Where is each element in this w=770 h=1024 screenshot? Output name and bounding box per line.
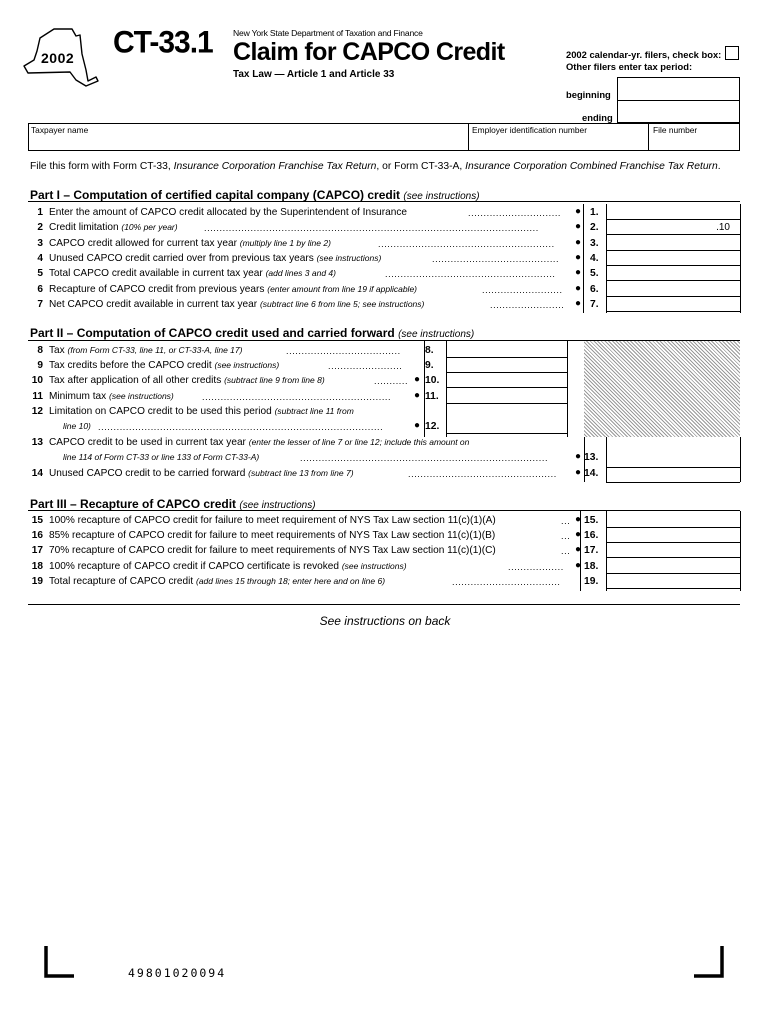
- line-text: Enter the amount of CAPCO credit allocated by the Superintendent of Insurance: [49, 207, 407, 218]
- line-box-number: 4.: [590, 253, 599, 264]
- line-number: 16: [31, 530, 43, 541]
- line-text: Limitation on CAPCO credit to be used this period: [49, 406, 272, 417]
- line-6-amount-field[interactable]: [606, 281, 740, 296]
- line-number: 8: [37, 345, 43, 356]
- line-note: line 114 of Form CT-33 or line 133 of Form CT-33-A): [63, 452, 260, 462]
- taxpayer-name-label: Taxpayer name: [31, 125, 89, 135]
- line-18-amount-field[interactable]: [606, 558, 740, 573]
- column-border: [606, 511, 607, 591]
- bullet-icon: ●: [414, 374, 421, 385]
- line-note: line 10): [63, 421, 91, 431]
- form-year: 2002: [41, 50, 75, 66]
- leader-dots: ............................................................................................................: [204, 223, 539, 233]
- line-box-number: 9.: [425, 360, 434, 371]
- line-box-number: 2.: [590, 222, 599, 233]
- column-border: [740, 437, 741, 482]
- bullet-icon: ●: [575, 529, 582, 540]
- bullet-icon: ●: [575, 544, 582, 555]
- leader-dots: ...: [561, 531, 571, 541]
- column-border: [606, 204, 607, 313]
- line-note: (10% per year): [121, 222, 178, 232]
- line-number: 11: [32, 391, 43, 402]
- line-7-amount-field[interactable]: [606, 296, 740, 311]
- line-8: [29, 345, 242, 356]
- end-rule: [28, 604, 740, 605]
- column-border: [740, 204, 741, 313]
- line-box-number: 18.: [584, 561, 599, 572]
- line-number: 19: [31, 576, 43, 587]
- leader-dots: ........................: [490, 300, 565, 310]
- line-text: Recapture of CAPCO credit from previous years: [49, 284, 265, 295]
- leader-dots: ..................: [508, 562, 564, 572]
- line-note: (from Form CT-33, line 11, or CT-33-A, line 17): [67, 345, 243, 355]
- line-number: 9: [37, 360, 43, 371]
- line-17-amount-field[interactable]: [606, 542, 740, 557]
- leader-dots: .....................................: [286, 346, 401, 356]
- line-note: (see instructions): [316, 253, 382, 263]
- taxpayer-name-field[interactable]: [30, 136, 466, 150]
- line-note: (see instructions): [341, 561, 407, 571]
- id-divider: [648, 123, 649, 151]
- column-border: [584, 437, 585, 482]
- intro-text: File this form with Form CT-33,: [30, 161, 174, 172]
- line-text: 100% recapture of CAPCO credit if CAPCO certificate is revoked: [49, 561, 340, 572]
- filing-instructions: [30, 160, 740, 174]
- line-note: (enter amount from line 19 if applicable): [267, 284, 418, 294]
- bullet-icon: ●: [575, 267, 582, 278]
- line-19-amount-field[interactable]: [606, 573, 740, 588]
- line-number: 7: [37, 299, 43, 310]
- leader-dots: ..........................: [482, 285, 563, 295]
- line-number: 10: [31, 375, 43, 386]
- column-border: [446, 341, 447, 437]
- period-beginning-field[interactable]: [618, 78, 739, 99]
- bullet-icon: ●: [575, 221, 582, 232]
- ein-label: Employer identification number: [472, 125, 587, 135]
- line-box-number: 16.: [584, 530, 599, 541]
- line-box-number: 15.: [584, 515, 599, 526]
- line-number: 6: [37, 284, 43, 295]
- line-text: Tax: [49, 345, 65, 356]
- line-text: Tax credits before the CAPCO credit: [49, 360, 212, 371]
- form-barcode-number: 49801020094: [128, 966, 227, 980]
- line-number: 15: [31, 515, 43, 526]
- line-box-number: 12.: [425, 421, 440, 432]
- file-number-label: File number: [653, 125, 698, 135]
- line-number: 4: [37, 253, 43, 264]
- line-box-number: 13.: [584, 452, 599, 463]
- leader-dots: ...................................: [452, 577, 561, 587]
- line-11-amount-field[interactable]: [446, 387, 567, 403]
- line-18: [29, 561, 407, 572]
- line-15-amount-field[interactable]: [606, 512, 740, 527]
- bullet-icon: ●: [575, 451, 582, 462]
- part2-header: [30, 326, 474, 340]
- line-note: (subtract line 9 from line 8): [224, 375, 325, 385]
- line-1-amount-field[interactable]: [606, 204, 740, 219]
- intro-text: .: [717, 161, 721, 172]
- leader-dots: .......................................................: [385, 269, 556, 279]
- ein-field[interactable]: [470, 136, 646, 150]
- bullet-icon: ●: [575, 252, 582, 263]
- line-text: 85% recapture of CAPCO credit for failure to meet requirements of NYS Tax Law section 11(c)(1)(B): [49, 530, 496, 541]
- line-note: (multiply line 1 by line 2): [239, 238, 331, 248]
- credit-limitation-value: .10: [716, 222, 730, 233]
- corner-mark-icon: [44, 946, 74, 978]
- line-number: 2: [37, 222, 43, 233]
- line-4: [29, 253, 381, 264]
- leader-dots: ........................: [328, 361, 403, 371]
- line-16-amount-field[interactable]: [606, 527, 740, 542]
- line-text: Net CAPCO credit available in current tax year: [49, 299, 258, 310]
- line-text: Unused CAPCO credit carried over from previous tax years: [49, 253, 314, 264]
- line-12-continued: [63, 421, 91, 432]
- line-2-amount-field[interactable]: [606, 219, 740, 234]
- leader-dots: ..............................: [468, 208, 562, 218]
- line-text: CAPCO credit allowed for current tax year: [49, 238, 237, 249]
- line-text: Minimum tax: [49, 391, 107, 402]
- line-note: (see instructions): [214, 360, 280, 370]
- line-9: [29, 360, 279, 371]
- other-filers-label: Other filers enter tax period:: [566, 61, 693, 72]
- see-instructions-note: See instructions on back: [319, 614, 451, 628]
- part2-title: Part II – Computation of CAPCO credit used and carried forward: [30, 326, 395, 340]
- leader-dots: ................................................: [408, 469, 557, 479]
- part3-title: Part III – Recapture of CAPCO credit: [30, 497, 237, 511]
- line-box-number: 10.: [425, 375, 440, 386]
- line-text: CAPCO credit to be used in current tax year: [49, 437, 246, 448]
- line-box-number: 17.: [584, 545, 599, 556]
- line-text: 70% recapture of CAPCO credit for failure to meet requirements of NYS Tax Law section 11(c)(1)(C): [49, 545, 496, 556]
- line-8-amount-field[interactable]: [446, 342, 567, 357]
- line-box-number: 14.: [584, 468, 599, 479]
- part1-header: [30, 188, 480, 202]
- line-2: [29, 222, 178, 233]
- line-10-amount-field[interactable]: [446, 372, 567, 387]
- line-10: [29, 375, 325, 386]
- line-5: [29, 268, 336, 279]
- leader-dots: .............................................................: [202, 392, 392, 402]
- line-text: Tax after application of all other credits: [49, 375, 222, 386]
- part1-note: (see instructions): [403, 191, 480, 202]
- line-box-number: 8.: [425, 345, 434, 356]
- line-number: 5: [37, 268, 43, 279]
- line-number: 18: [31, 561, 43, 572]
- field-underline: [446, 433, 567, 434]
- line-4-amount-field[interactable]: [606, 250, 740, 265]
- part1-title: Part I – Computation of certified capital company (CAPCO) credit: [30, 188, 401, 202]
- leader-dots: .........................................................: [378, 239, 555, 249]
- form-number: CT-33.1: [113, 25, 213, 60]
- leader-dots: ...........: [374, 376, 409, 386]
- line-14: [29, 468, 354, 479]
- column-border: [567, 341, 568, 437]
- line-11: [29, 391, 174, 402]
- tax-law-reference: Tax Law — Article 1 and Article 33: [233, 69, 395, 80]
- line-3: [29, 238, 331, 249]
- line-number: 3: [37, 238, 43, 249]
- line-text: Total CAPCO credit available in current tax year: [49, 268, 263, 279]
- line-7: [29, 299, 424, 310]
- line-3-amount-field[interactable]: [606, 235, 740, 250]
- line-16: [29, 530, 495, 541]
- part2-note: (see instructions): [398, 329, 475, 340]
- bullet-icon: ●: [575, 237, 582, 248]
- bullet-icon: ●: [575, 560, 582, 571]
- line-box-number: 1.: [590, 207, 599, 218]
- bullet-icon: ●: [575, 283, 582, 294]
- column-border: [583, 204, 584, 313]
- line-12-amount-field[interactable]: [446, 403, 567, 433]
- line-13: [29, 437, 469, 448]
- line-note: (subtract line 6 from line 5; see instructions): [259, 299, 425, 309]
- line-note: (add lines 15 through 18; enter here and on line 6): [196, 576, 386, 586]
- line-box-number: 3.: [590, 238, 599, 249]
- form-title: Claim for CAPCO Credit: [233, 38, 505, 66]
- line-text: 100% recapture of CAPCO credit for failure to meet requirement of NYS Tax Law section 11(c)(1)(A): [49, 515, 496, 526]
- line-number: 12: [31, 406, 43, 417]
- calendar-year-checkbox[interactable]: [725, 46, 739, 60]
- column-border: [580, 511, 581, 591]
- column-border: [424, 341, 425, 437]
- line-text: Total recapture of CAPCO credit: [49, 576, 194, 587]
- line-5-amount-field[interactable]: [606, 265, 740, 280]
- file-number-field[interactable]: [650, 136, 738, 150]
- line-number: 17: [31, 545, 43, 556]
- shaded-area: [584, 341, 740, 437]
- id-divider: [468, 123, 469, 151]
- line-6: [29, 284, 417, 295]
- line-box-number: 11.: [425, 391, 439, 402]
- field-underline: [606, 588, 740, 589]
- line-12: [29, 406, 354, 417]
- bullet-icon: ●: [575, 298, 582, 309]
- calendar-filers-label: 2002 calendar-yr. filers, check box:: [566, 49, 722, 60]
- corner-mark-icon: [694, 946, 724, 978]
- period-ending-field[interactable]: [618, 101, 739, 122]
- leader-dots: ................................................................................: [300, 453, 549, 463]
- line-number: 13: [31, 437, 43, 448]
- line-number: 1: [37, 207, 43, 218]
- bullet-icon: ●: [575, 206, 582, 217]
- line-note: (subtract line 13 from line 7): [248, 468, 354, 478]
- field-underline: [606, 482, 740, 483]
- line-text: Credit limitation: [49, 222, 119, 233]
- leader-dots: .........................................: [432, 254, 560, 264]
- line-15: [29, 515, 496, 526]
- intro-form-ct33-title: Insurance Corporation Franchise Tax Return: [173, 161, 377, 172]
- line-17: [29, 545, 496, 556]
- line-text: Unused CAPCO credit to be carried forward: [49, 468, 246, 479]
- line-box-number: 7.: [590, 299, 599, 310]
- line-9-amount-field[interactable]: [446, 357, 567, 372]
- line-note: (enter the lesser of line 7 or line 12; include this amount on: [248, 437, 470, 447]
- leader-dots: ...: [561, 546, 571, 556]
- line-note: (add lines 3 and 4): [265, 268, 336, 278]
- intro-text: , or Form CT-33-A,: [376, 161, 466, 172]
- department-name: New York State Department of Taxation and Finance: [233, 28, 423, 38]
- line-14-amount-field[interactable]: [606, 467, 740, 482]
- line-number: 14: [31, 468, 43, 479]
- period-ending-label: ending: [582, 112, 613, 123]
- column-border: [606, 437, 607, 482]
- intro-form-ct33a-title: Insurance Corporation Combined Franchise Tax Return: [465, 161, 718, 172]
- line-box-number: 5.: [590, 268, 599, 279]
- line-13-amount-field[interactable]: [606, 437, 740, 467]
- line-13-continued: [63, 452, 259, 463]
- bullet-icon: ●: [575, 514, 582, 525]
- line-1: [29, 207, 407, 218]
- period-beginning-label: beginning: [566, 89, 611, 100]
- part3-header: [30, 497, 316, 511]
- line-19: [29, 576, 385, 587]
- bullet-icon: ●: [414, 420, 421, 431]
- bullet-icon: ●: [575, 467, 582, 478]
- part1-rule: [28, 201, 740, 202]
- column-border: [740, 511, 741, 591]
- line-note: (see instructions): [109, 391, 174, 401]
- leader-dots: ...: [561, 516, 571, 526]
- line-note: (subtract line 11 from: [274, 406, 354, 416]
- part3-note: (see instructions): [239, 500, 316, 511]
- leader-dots: ............................................................................................: [98, 422, 384, 432]
- bullet-icon: ●: [414, 390, 421, 401]
- line-box-number: 19.: [584, 576, 599, 587]
- part3-rule: [28, 510, 740, 511]
- field-underline: [606, 311, 740, 312]
- line-box-number: 6.: [590, 284, 599, 295]
